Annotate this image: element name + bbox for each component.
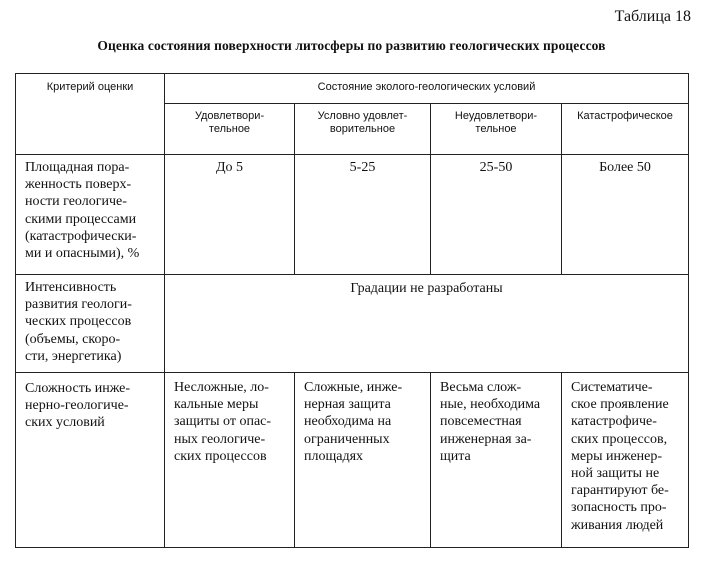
assessment-table <box>15 73 689 548</box>
table-number: Таблица 18 <box>614 8 691 25</box>
row-criterion: Интенсивность развития геологи- ческих процессов (объемы, скоро- сти, энергетика) <box>16 275 165 373</box>
header-col-conditionally-satisfactory: Условно удовлет- ворительное <box>295 104 431 155</box>
table-cell: 5-25 <box>295 155 431 275</box>
table-cell: Весьма слож- ные, необходима повсеместная инженерная за- щита <box>431 373 562 548</box>
table-cell-spanning: Градации не разработаны <box>165 275 689 373</box>
row-criterion: Сложность инже- нерно-геологиче- ских условий <box>16 373 165 548</box>
table-row <box>16 275 689 373</box>
header-row-1 <box>16 74 689 104</box>
table-cell: Систематиче- ское проявление катастрофиче- ских процессов, меры инженер- ной защиты не гарантируют бе- зопасность про- живания людей <box>562 373 689 548</box>
table-cell: До 5 <box>165 155 295 275</box>
header-criterion: Критерий оценки <box>16 74 165 155</box>
table-cell: Сложные, инже- нерная защита необходима на ограниченных площадях <box>295 373 431 548</box>
table-title: Оценка состояния поверхности литосферы по развитию геологических процессов <box>97 38 606 53</box>
header-state: Состояние эколого-геологических условий <box>165 74 689 104</box>
header-col-satisfactory: Удовлетвори- тельное <box>165 104 295 155</box>
table-cell: 25-50 <box>431 155 562 275</box>
table-cell: Несложные, ло- кальные меры защиты от опас- ных геологиче- ских процессов <box>165 373 295 548</box>
table-cell: Более 50 <box>562 155 689 275</box>
header-col-unsatisfactory: Неудовлетвори- тельное <box>431 104 562 155</box>
table-row <box>16 155 689 275</box>
table-row <box>16 373 689 548</box>
row-criterion: Площадная пора- женность поверх- ности геологиче- скими процессами (катастрофически- ми и опасными), % <box>16 155 165 275</box>
header-col-catastrophic: Катастрофическое <box>562 104 689 155</box>
